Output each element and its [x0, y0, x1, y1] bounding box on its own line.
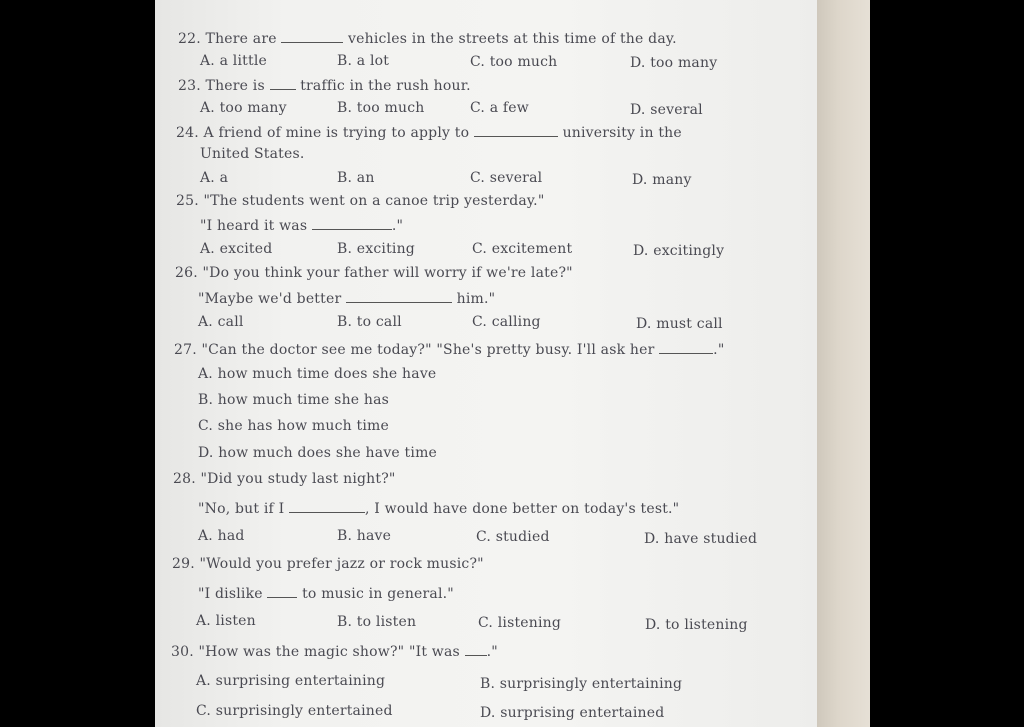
question-text: "No, but if I [198, 501, 285, 517]
option-d: D. several [630, 102, 703, 118]
option-c: C. studied [476, 529, 550, 545]
option-d: D. how much does she have time [198, 445, 438, 461]
option-b: B. exciting [337, 241, 415, 257]
question-number: 29. [172, 556, 195, 572]
question-text: "How was the magic show?" "It was [198, 644, 460, 660]
option-b: B. an [337, 170, 375, 186]
option-a: A. how much time does she have [198, 366, 437, 382]
question-text: to music in general." [302, 586, 454, 602]
answer-blank [465, 643, 487, 656]
option-a: A. had [198, 528, 245, 544]
question-text: A friend of mine is trying to apply to [203, 125, 470, 141]
question-23 [178, 77, 471, 94]
question-text: ." [486, 644, 498, 660]
option-a: A. a [200, 170, 229, 186]
answer-blank [346, 290, 452, 303]
option-a: A. listen [196, 613, 256, 629]
option-d: D. too many [630, 55, 718, 71]
background-surface [817, 0, 870, 727]
option-b: B. to call [337, 314, 402, 330]
option-b: B. how much time she has [198, 392, 390, 408]
question-text: "Maybe we'd better [198, 291, 342, 307]
option-c: C. calling [472, 314, 541, 330]
option-d: D. to listening [645, 617, 748, 633]
question-number: 22. [178, 31, 201, 47]
question-text: university in the [562, 125, 682, 141]
question-28-response [198, 500, 679, 517]
question-27 [174, 341, 724, 358]
question-number: 25. [176, 193, 199, 209]
answer-blank [289, 500, 365, 513]
question-text: ." [391, 218, 404, 234]
question-text: "I dislike [198, 586, 263, 602]
question-text: traffic in the rush hour. [300, 78, 471, 94]
question-text: "Would you prefer jazz or rock music?" [199, 556, 484, 572]
question-text: There are [205, 31, 277, 47]
option-c: C. excitement [472, 241, 573, 257]
option-c: C. she has how much time [198, 418, 389, 434]
question-text: him." [456, 291, 496, 307]
option-b: B. a lot [337, 53, 390, 69]
question-25 [176, 193, 544, 209]
question-22 [178, 30, 677, 47]
question-25-response [200, 217, 403, 234]
question-26-response [198, 290, 495, 307]
option-d: D. must call [636, 316, 723, 332]
option-b: B. to listen [337, 614, 417, 630]
question-text: "Can the doctor see me today?" "She's pretty busy. I'll ask her [201, 342, 655, 358]
option-a: A. a little [200, 53, 267, 69]
question-text: "Did you study last night?" [200, 471, 396, 487]
question-text: There is [205, 78, 265, 94]
question-text: "I heard it was [200, 218, 308, 234]
question-number: 30. [171, 644, 194, 660]
option-c: C. too much [470, 54, 558, 70]
question-number: 24. [176, 125, 199, 141]
option-d: D. have studied [644, 531, 758, 547]
option-d: D. surprising entertained [480, 705, 665, 721]
question-text: , I would have done better on today's test." [364, 501, 680, 517]
answer-blank [270, 77, 296, 90]
option-a: A. excited [200, 241, 273, 257]
question-24 [176, 124, 682, 141]
question-number: 28. [173, 471, 196, 487]
option-d: D. excitingly [633, 243, 725, 259]
option-c: C. a few [470, 100, 529, 116]
question-text-continued: United States. [200, 146, 305, 162]
question-29 [172, 556, 484, 572]
question-text: vehicles in the streets at this time of the day. [348, 31, 677, 47]
option-a: A. surprising entertaining [196, 673, 386, 689]
option-b: B. have [337, 528, 392, 544]
question-26 [175, 265, 573, 281]
option-c: C. several [470, 170, 543, 186]
option-a: A. too many [200, 100, 287, 116]
option-a: A. call [198, 314, 244, 330]
question-number: 27. [174, 342, 197, 358]
option-d: D. many [632, 172, 692, 188]
question-29-response [198, 585, 454, 602]
question-text: "Do you think your father will worry if we're late?" [202, 265, 573, 281]
answer-blank [267, 585, 297, 598]
option-c: C. surprisingly entertained [196, 703, 393, 719]
answer-blank [659, 341, 713, 354]
question-28 [173, 471, 396, 487]
option-b: B. too much [337, 100, 425, 116]
option-c: C. listening [478, 615, 562, 631]
answer-blank [312, 217, 392, 230]
option-b: B. surprisingly entertaining [480, 676, 683, 692]
question-30 [171, 643, 498, 660]
question-number: 26. [175, 265, 198, 281]
question-text: ." [713, 342, 725, 358]
question-number: 23. [178, 78, 201, 94]
answer-blank [281, 30, 343, 43]
question-text: "The students went on a canoe trip yesterday." [203, 193, 545, 209]
answer-blank [474, 124, 558, 137]
